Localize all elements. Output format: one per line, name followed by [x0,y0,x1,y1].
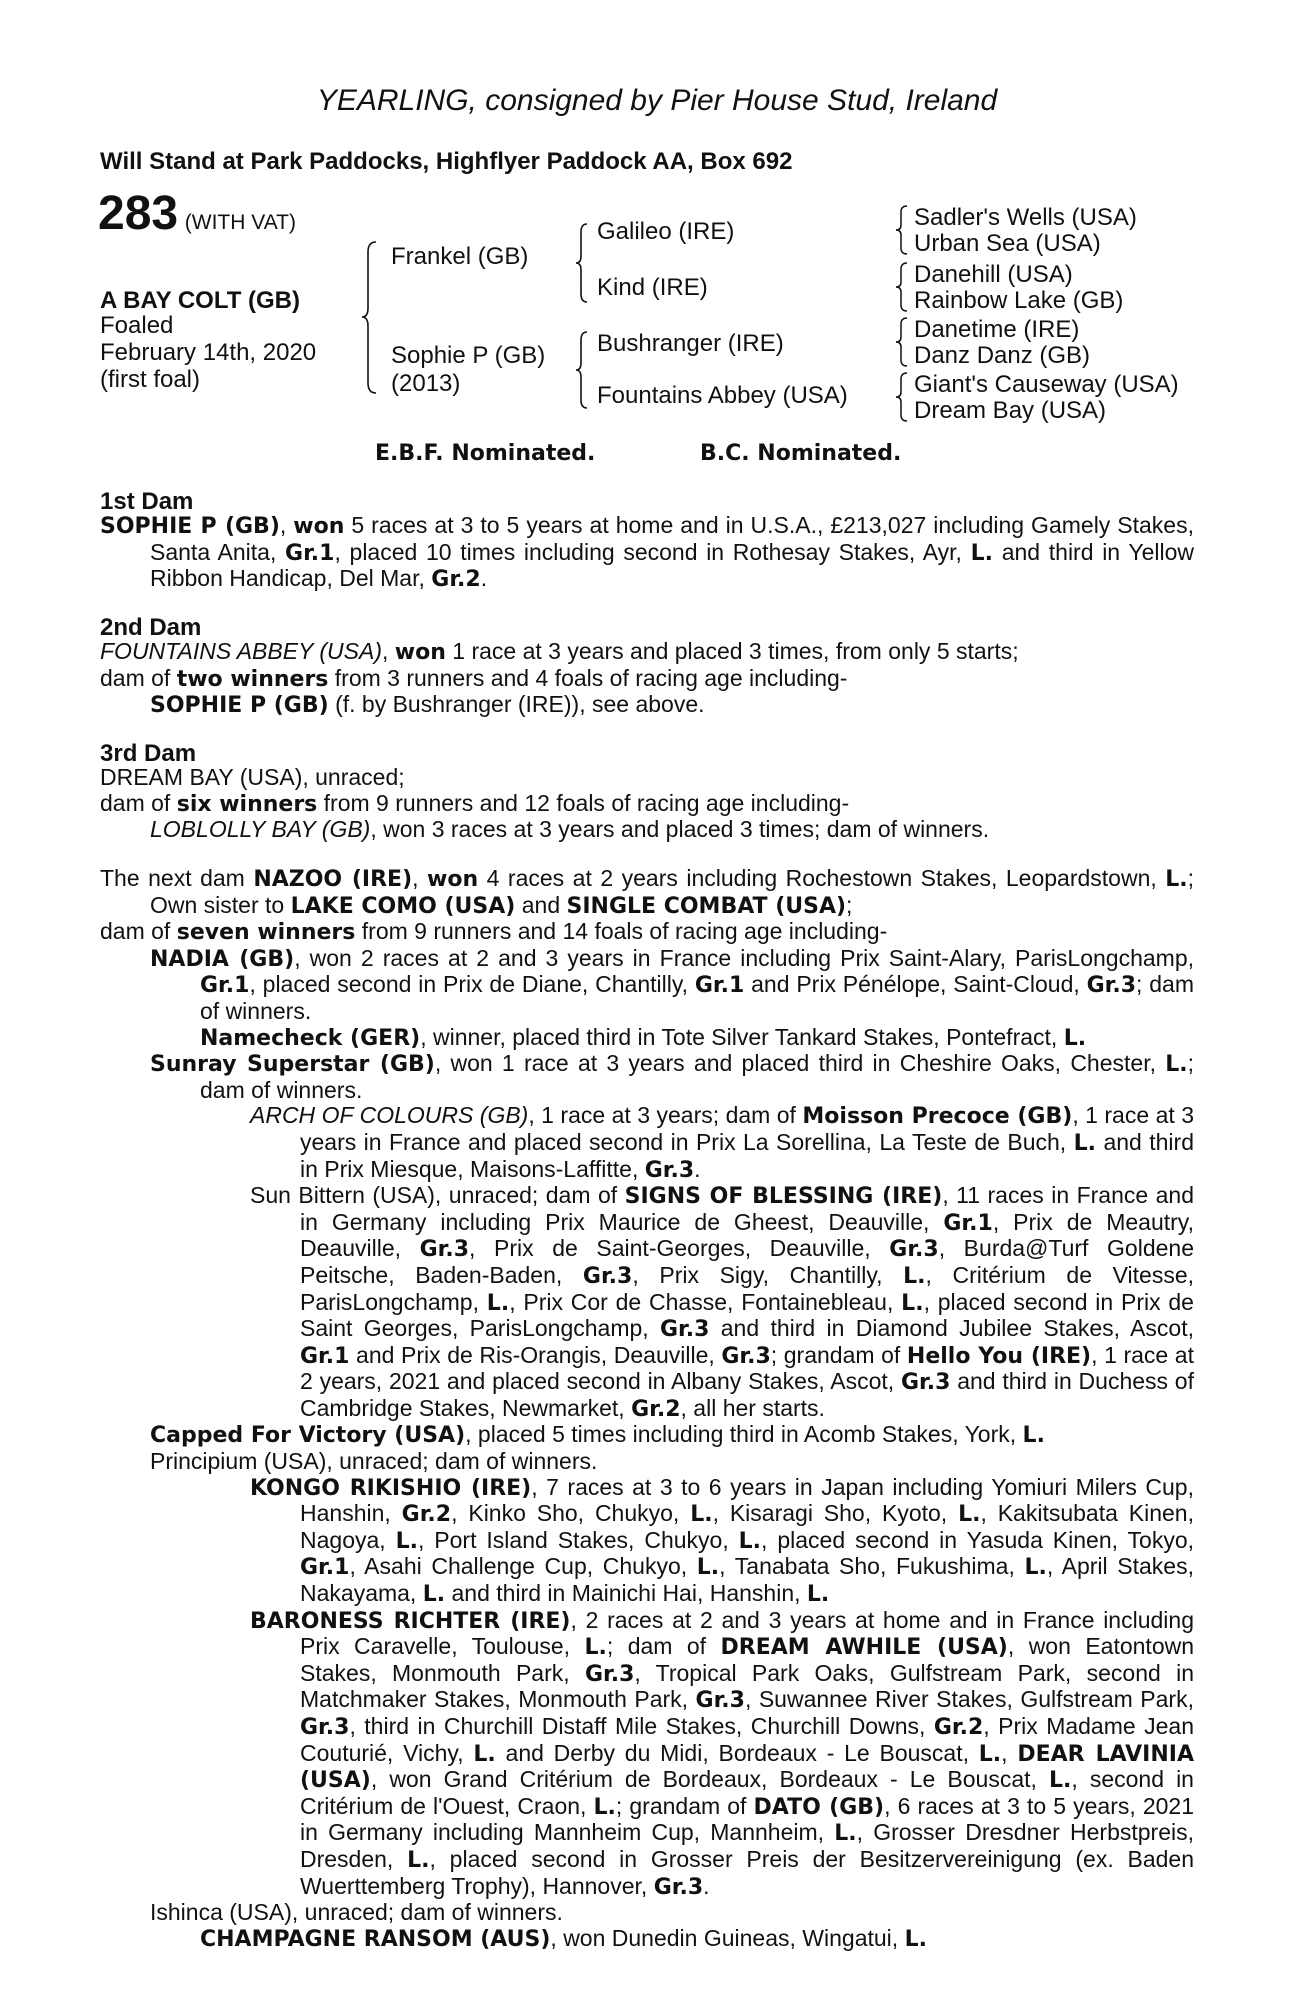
third-dam-text: DREAM BAY (USA), unraced; dam of six winners from 9 runners and 12 foals of racing age including- LOBLOLLY BAY (GB), won 3 races at 3 years and placed 3 times; dam of winners. [100,764,990,843]
foaled-date: February 14th, 2020 [100,339,317,366]
pedigree-brace-1 [358,240,382,395]
sire-dam-dam: Rainbow Lake (GB) [914,287,1124,314]
page-title: YEARLING, consigned by Pier House Stud, Ireland [316,84,998,117]
first-dam-text: SOPHIE P (GB), won 5 races at 3 to 5 years at home and in U.S.A., £213,027 including Gamely Stakes, Santa Anita, Gr.1, placed 10 times including second in Rothesay Stakes, Ayr, L. and third in Yellow Ribbon Handicap, Del Mar, Gr.2. [100,512,1195,593]
pedigree-brace-6 [893,316,911,368]
first-dam-heading: 1st Dam [100,488,194,515]
sire-dam: Kind (IRE) [597,274,708,301]
sire: Frankel (GB) [391,243,529,270]
pedigree-brace-3 [572,330,592,410]
sire-sire-dam: Urban Sea (USA) [914,230,1101,257]
ebf-nominated: E.B.F. Nominated. [375,441,596,466]
bc-nominated: B.C. Nominated. [700,441,902,466]
dam-sire: Bushranger (IRE) [597,330,784,357]
pedigree-brace-7 [893,371,911,423]
family-text: The next dam NAZOO (IRE), won 4 races at 2 years including Rochestown Stakes, Leopardstown, L.; Own sister to LAKE COMO (USA) and SINGLE COMBAT (USA); dam of seven winners from 9 runners and 14 foals of racing age including- NADIA (GB), won 2 races at 2 and 3 years in France including Prix Saint-Alary, ParisLongchamp, Gr.1, placed second in Prix de Diane, Chantilly, Gr.1 and Prix Pénélope, Saint-Cloud, Gr.3; dam of winners. Namecheck (GER), winner, placed third in Tote Silver Tankard Stakes, Pontefract, L. Sunray Superstar (GB), won 1 race at 3 years and placed third in Cheshire Oaks, Chester, L.; dam of winners. ARCH OF COLOURS (GB), 1 race at 3 years; dam of Moisson Precoce (GB), 1 race at 3 years in France and placed second in Prix La Sorellina, La Teste de Buch, L. and third in Prix Miesque, Maisons-Laffitte, Gr.3. Sun Bittern (USA), unraced; dam of SIGNS OF BLESSING (IRE), 11 races in France and in Germany including Prix Maurice de Gheest, Deauville, Gr.1, Prix de Meautry, Deauville, Gr.3, Prix de Saint-Georges, Deauville, Gr.3, Burda@Turf Goldene Peitsche, Baden-Baden, Gr.3, Prix Sigy, Chantilly, L., Critérium de Vitesse, ParisLongchamp, L., Prix Cor de Chasse, Fontainebleau, L., placed second in Prix de Saint Georges, ParisLongchamp, Gr.3 and third in Diamond Jubilee Stakes, Ascot, Gr.1 and Prix de Ris-Orangis, Deauville, Gr.3; grandam of Hello You (IRE), 1 race at 2 years, 2021 and placed second in Albany Stakes, Ascot, Gr.3 and third in Duchess of Cambridge Stakes, Newmarket, Gr.2, all her starts. Capped For Victory (USA), placed 5 times including third in Acomb Stakes, York, L. Principium (USA), unraced; dam of winners. KONGO RIKISHIO (IRE), 7 races at 3 to 6 years in Japan including Yomiuri Milers Cup, Hanshin, Gr.2, Kinko Sho, Chukyo, L., Kisaragi Sho, Kyoto, L., Kakitsubata Kinen, Nagoya, L., Port Island Stakes, Chukyo, L., placed second in Yasuda Kinen, Tokyo, Gr.1, Asahi Challenge Cup, Chukyo, L., Tanabata Sho, Fukushima, L., April Stakes, Nakayama, L. and third in Mainichi Hai, Hanshin, L. BARONESS RICHTER (IRE), 2 races at 2 and 3 years at home and in France including Prix Caravelle, Toulouse, L.; dam of DREAM AWHILE (USA), won Eatontown Stakes, Monmouth Park, Gr.3, Tropical Park Oaks, Gulfstream Park, second in Matchmaker Stakes, Monmouth Park, Gr.3, Suwannee River Stakes, Gulfstream Park, Gr.3, third in Churchill Distaff Mile Stakes, Churchill Downs, Gr.2, Prix Madame Jean Couturié, Vichy, L. and Derby du Midi, Bordeaux - Le Bouscat, L., DEAR LAVINIA (USA), won Grand Critérium de Bordeaux, Bordeaux - Le Bouscat, L., second in Critérium de l'Ouest, Craon, L.; grandam of DATO (GB), 6 races at 3 to 5 years, 2021 in Germany including Mannheim Cup, Mannheim, L., Grosser Dresdner Herbstpreis, Dresden, L., placed second in Grosser Preis der Besitzervereinigung (ex. Baden Wuerttemberg Trophy), Hannover, Gr.3. Ishinca (USA), unraced; dam of winners. CHAMPAGNE RANSOM (AUS), won Dunedin Guineas, Wingatui, L. [100,865,1195,1952]
lot-name: A BAY COLT (GB) [100,287,301,314]
dam-dam-sire: Giant's Causeway (USA) [914,371,1179,398]
dam: Sophie P (GB) [391,342,546,369]
sire-dam-sire: Danehill (USA) [914,261,1073,288]
lot-number-line [98,187,296,240]
vat-label: (WITH VAT) [184,211,296,234]
dam-sire-sire: Danetime (IRE) [914,316,1080,343]
pedigree-brace-4 [893,204,911,256]
pedigree-brace-2 [572,222,592,304]
second-dam-heading: 2nd Dam [100,614,202,641]
stand-location: Will Stand at Park Paddocks, Highflyer Paddock AA, Box 692 [100,148,793,175]
dam-year: (2013) [391,370,461,397]
foal-note: (first foal) [100,366,201,393]
pedigree-brace-5 [893,261,911,313]
dam-dam-dam: Dream Bay (USA) [914,397,1107,424]
third-dam-heading: 3rd Dam [100,740,197,767]
dam-dam: Fountains Abbey (USA) [597,382,848,409]
foaled-label: Foaled [100,312,174,339]
sire-sire-sire: Sadler's Wells (USA) [914,204,1137,231]
dam-sire-dam: Danz Danz (GB) [914,342,1091,369]
lot-number: 283 [98,187,179,240]
second-dam-text: FOUNTAINS ABBEY (USA), won 1 race at 3 years and placed 3 times, from only 5 starts; dam of two winners from 3 runners and 4 foals of racing age including- SOPHIE P (GB) (f. by Bushranger (IRE)), see above. [100,638,1019,719]
sire-sire: Galileo (IRE) [597,218,735,245]
